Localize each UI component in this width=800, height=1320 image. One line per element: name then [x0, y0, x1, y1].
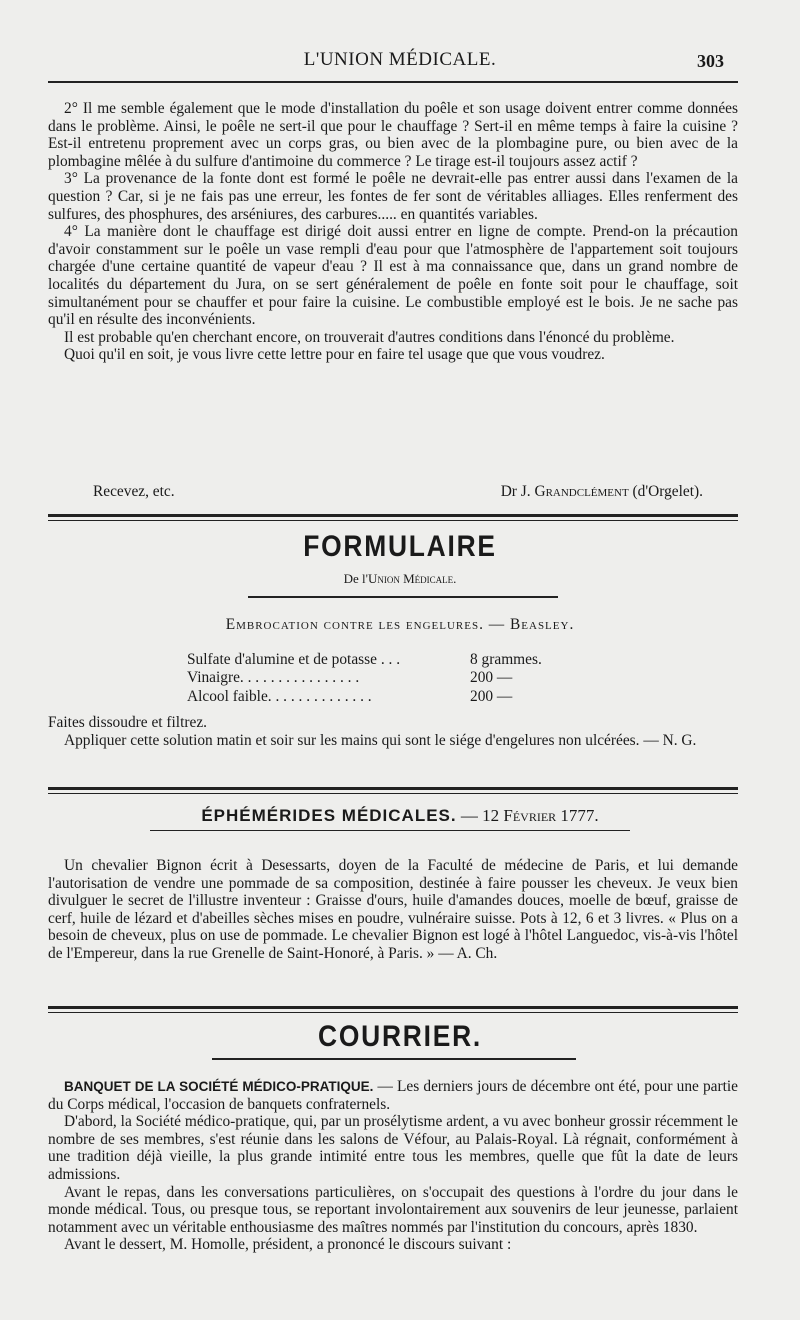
courrier-rule — [212, 1058, 576, 1060]
ingredient-quantity: 200 — — [470, 669, 513, 686]
section-rule-thin — [48, 520, 738, 521]
paragraph-conclusion: Il est probable qu'en cherchant encore, on trouverait d'autres conditions dans l'énoncé du problème. — [64, 328, 675, 346]
courrier-lead: BANQUET DE LA SOCIÉTÉ MÉDICO-PRATIQUE. — Les derniers jours de décembre ont été, pour une partie du Corps médical, l'occasion de banquets confraternels. — [48, 1078, 739, 1113]
ephemerides-body — [48, 857, 738, 963]
page-number: 303 — [697, 51, 724, 71]
paragraph-4: 4° La manière dont le chauffage est dirigé doit aussi entrer en ligne de compte. Prend-on la précaution d'avoir constamment sur le poêle un vase rempli d'eau pour que l'atmosphère de l'appartement soit toujours chargée d'une certaine quantité de vapeur d'eau ? Il est à ma connaissance que, dans un grand nombre de localités du département du Jura, on se sert généralement de poêle en fonte soit pour le chauffage, soit simultanément pour se chauffer et pour faire la cuisine. Le combustible employé est le bois. Je ne sache pas qu'il en résulte des inconvénients. — [48, 223, 738, 329]
section-rule-thick — [48, 787, 738, 790]
formulaire-rule — [248, 596, 558, 598]
ephemerides-text: Un chevalier Bignon écrit à Desessarts, doyen de la Faculté de médecine de Paris, et lui demande l'autorisation de vendre une pommade de sa composition, destinée à faire pousser les cheveux. Je veux bien divulguer le secret de l'illustre inventeur : Graisse d'ours, huile d'amandes douces, moelle de bœuf, graisse de cerf, huile de lézard et d'abeilles sèches mises en poudre, vulnéraire suisse. Pots à 12, 6 et 3 livres. « Plus on a besoin de cheveux, plus on use de pommade. Le chevalier Bignon est logé à l'hôtel Languedoc, vis-à-vis l'hôtel de l'Empereur, dans la rue Grenelle de Saint-Honoré, à Paris. » — A. Ch. — [48, 857, 738, 962]
section-rule-thick — [48, 514, 738, 517]
courrier-paragraph: Avant le dessert, M. Homolle, président, a prononcé le discours suivant : — [64, 1236, 512, 1254]
letter-closing: Recevez, etc. — [93, 483, 175, 500]
ingredient-name: Sulfate d'alumine et de potasse . . . — [187, 651, 401, 668]
paragraph-3: 3° La provenance de la fonte dont est formé le poêle ne devrait-elle pas entrer aussi dans l'examen de la question ? Car, si je ne fais pas une erreur, les fontes de fer sont de véritables alliages. Elles renferment des sulfures, des phosphures, des arséniures, des carbures..... en quantités variables. — [48, 170, 738, 223]
paragraph-closing: Quoi qu'il en soit, je vous livre cette lettre pour en faire tel usage que que vous voudrez. — [64, 346, 605, 364]
ingredient-name: Vinaigre. . . . . . . . . . . . . . . . — [187, 669, 360, 686]
courrier-lead-heading: BANQUET DE LA SOCIÉTÉ MÉDICO-PRATIQUE. — [64, 1079, 374, 1094]
instruction-line: Faites dissoudre et filtrez. — [48, 714, 207, 731]
courrier-paragraph: Avant le repas, dans les conversations particulières, on s'occupait des questions à l'ordre du jour dans le monde médical. Tous, ou presque tous, se reportant involontairement aux souvenirs de leur jeunesse, parlaient notamment avec un véritable enthousiasme des maîtres nommés par l'institution du concours, après 1830. — [48, 1183, 738, 1236]
instruction-line: Appliquer cette solution matin et soir sur les mains qui sont le siége d'engelures non ulcérées. — N. G. — [64, 731, 697, 749]
section-rule-thin — [48, 1012, 738, 1013]
running-header-title: L'UNION MÉDICALE. — [303, 49, 497, 70]
section-rule-thick — [48, 1006, 738, 1009]
courrier-title: COURRIER. — [318, 1020, 482, 1053]
letter-signature: Dr J. Grandclément (d'Orgelet). — [500, 483, 703, 500]
paragraph-2: 2° Il me semble également que le mode d'installation du poêle et son usage doivent entrer comme données dans le problème. Ainsi, le poêle ne sert-il que pour le chauffage ? Sert-il en même temps à faire la cuisine ? Est-il entretenu proprement avec un corps gras, ou bien avec de la plombagine pure, ou bien avec de la plombagine mêlée à du sulfure d'antimoine du commerce ? Le tirage est-il toujours assez actif ? — [48, 100, 738, 170]
letter-body — [48, 100, 738, 364]
section-rule-thin — [48, 793, 738, 794]
letter-signature-line — [93, 483, 703, 501]
courrier-paragraph: D'abord, la Société médico-pratique, qui, par un prosélytisme ardent, a vu avec bonheur grossir récemment le nombre de ses membres, s'est réunie dans les salons de Véfour, au Palais-Royal. Là régnait, conformément à une tradition déjà vieille, la plus grande intimité entre tous les membres, quelle que fût la date de leurs admissions. — [48, 1113, 738, 1183]
formulaire-subtitle: De l'Union Médicale. — [343, 571, 457, 586]
recipe-instructions — [48, 714, 738, 749]
recipe-title: Embrocation contre les engelures. — Beasley. — [225, 616, 575, 633]
courrier-body — [48, 1078, 738, 1254]
ephemerides-title: ÉPHÉMÉRIDES MÉDICALES. — 12 Février 1777. — [201, 806, 599, 825]
ingredient-name: Alcool faible. . . . . . . . . . . . . . — [187, 688, 372, 705]
ingredient-quantity: 8 grammes. — [470, 651, 542, 668]
ingredient-quantity: 200 — — [470, 688, 513, 705]
formulaire-title: FORMULAIRE — [303, 530, 497, 563]
ephemerides-rule — [150, 830, 630, 831]
header-rule — [48, 81, 738, 83]
